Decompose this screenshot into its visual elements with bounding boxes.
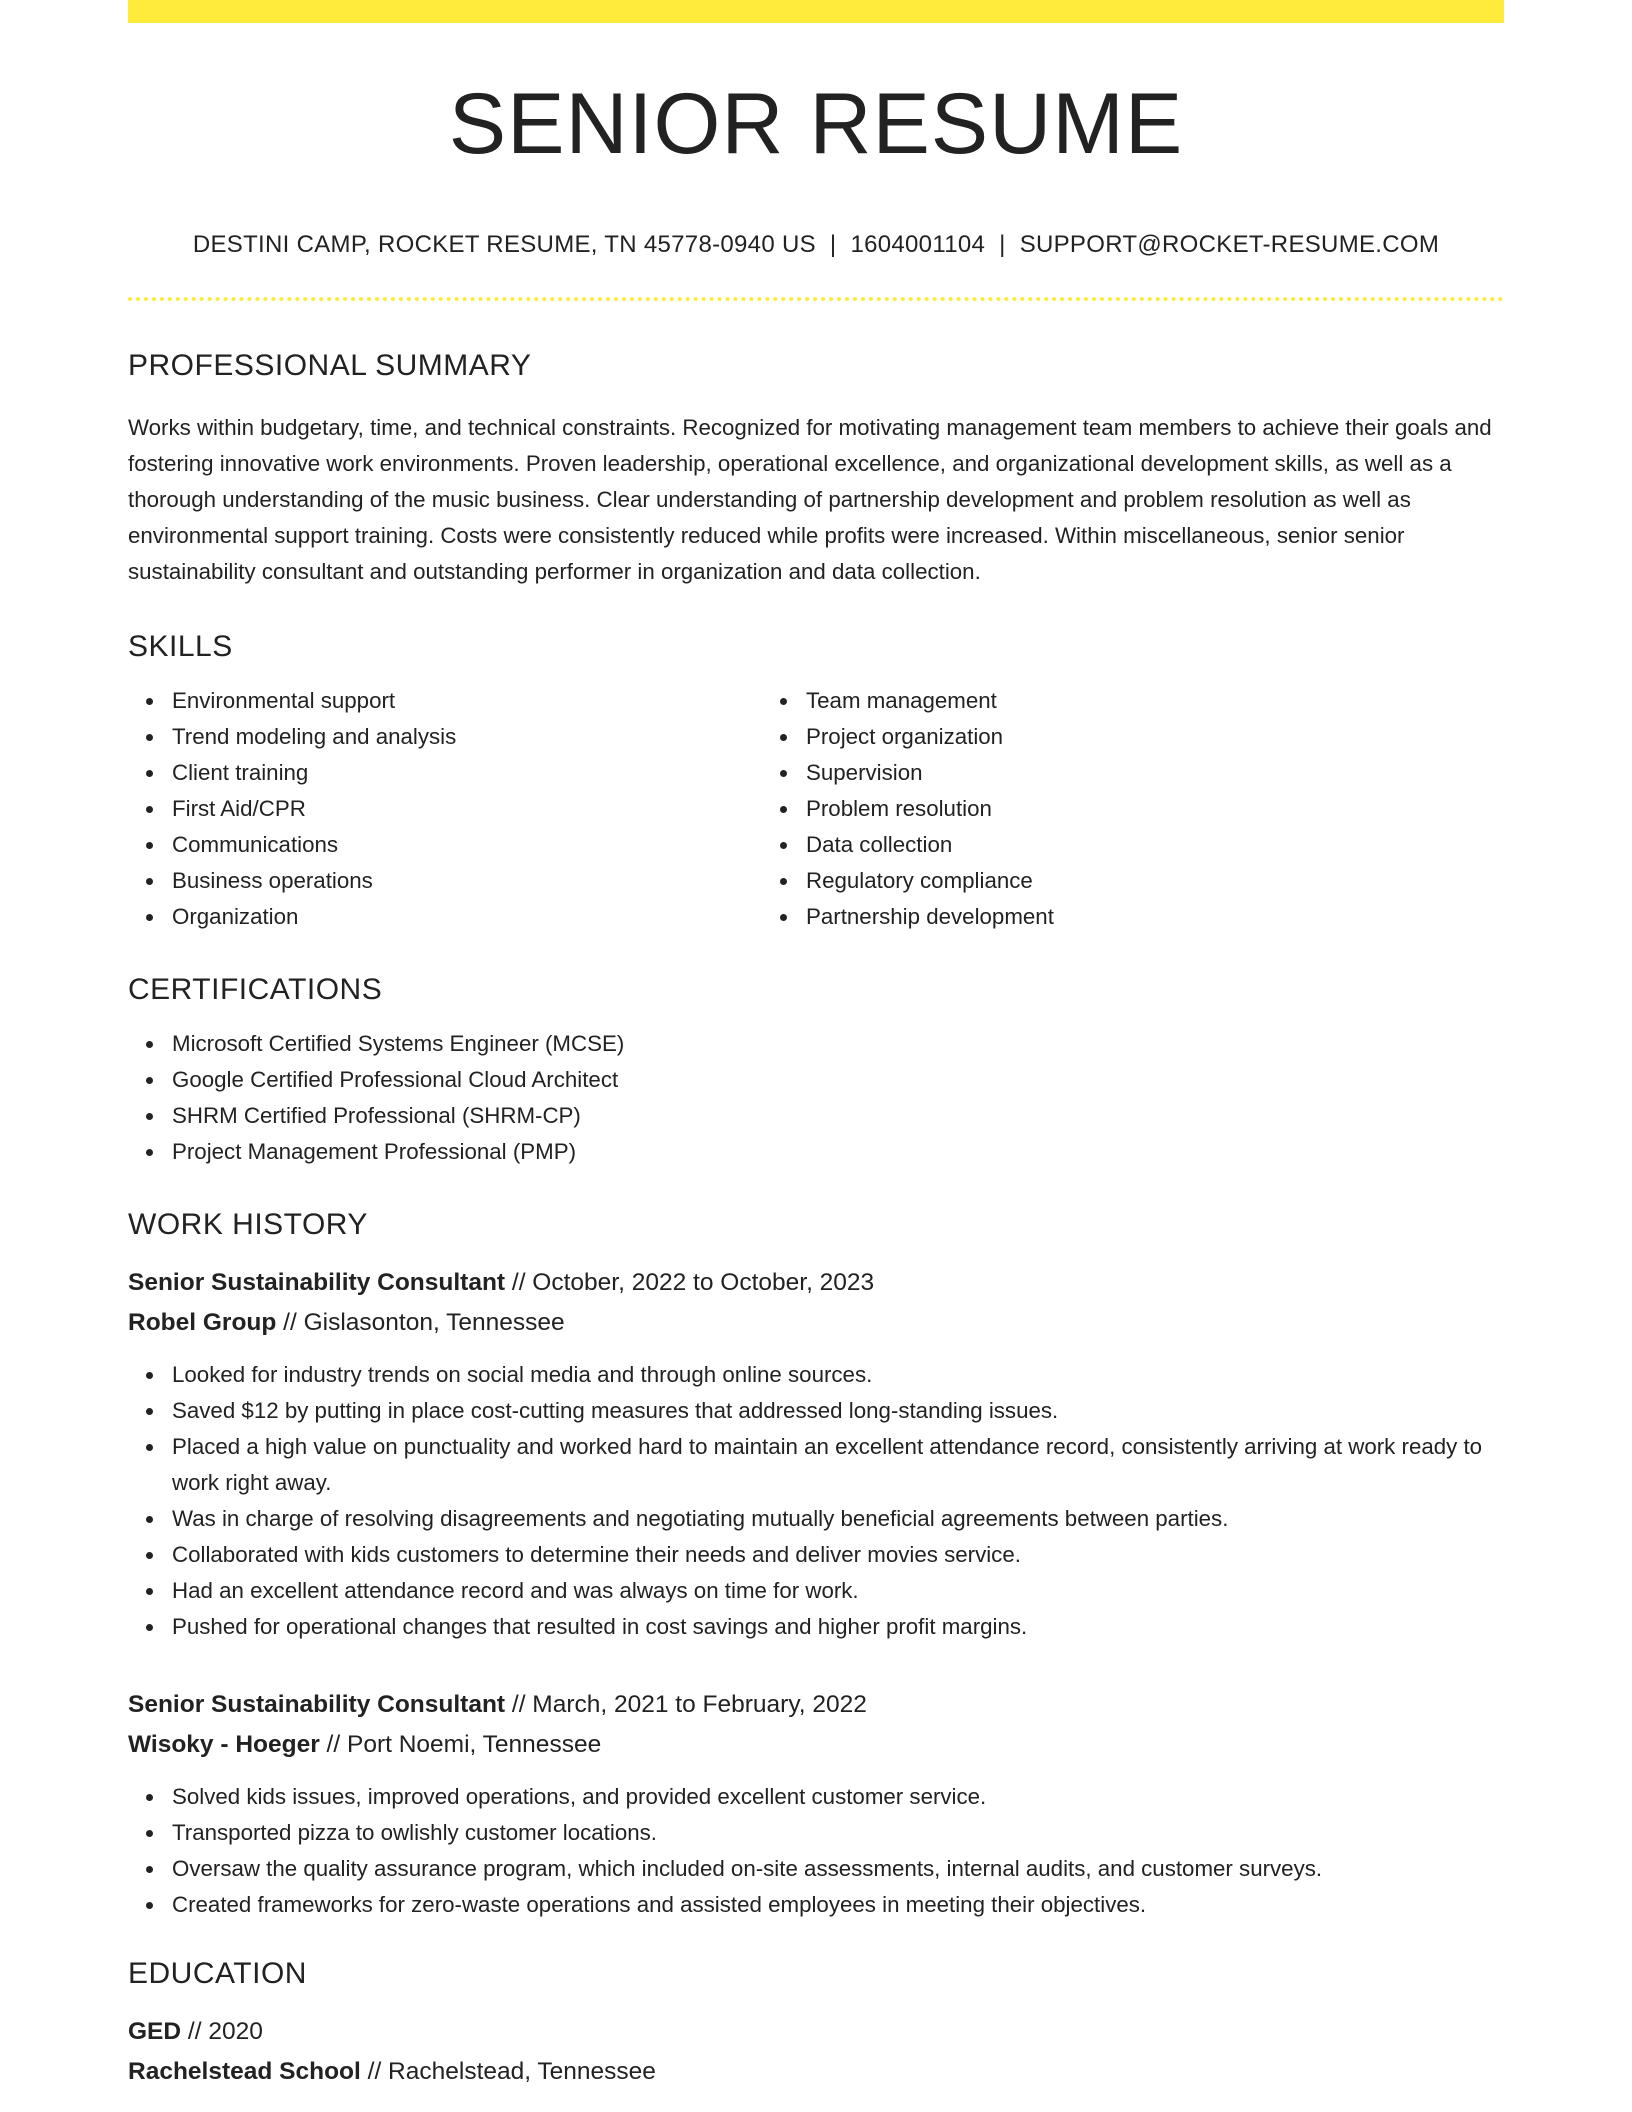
list-item: Business operations	[172, 863, 762, 899]
list-item: Oversaw the quality assurance program, which included on-site assessments, internal audits, and customer surveys.	[172, 1851, 1504, 1887]
job-company-line	[128, 1303, 1504, 1343]
education-degree-line	[128, 2012, 1504, 2052]
skills-columns	[128, 683, 1504, 935]
list-item: Client training	[172, 755, 762, 791]
job-dates: // October, 2022 to October, 2023	[505, 1269, 875, 1296]
list-item: Organization	[172, 899, 762, 935]
list-item: Transported pizza to owlishly customer locations.	[172, 1815, 1504, 1851]
certifications-heading: CERTIFICATIONS	[128, 973, 383, 1006]
list-item: Project Management Professional (PMP)	[172, 1134, 1504, 1170]
work-history-heading: WORK HISTORY	[128, 1208, 368, 1241]
education-heading: EDUCATION	[128, 1957, 307, 1990]
contact-line	[128, 231, 1504, 259]
list-item: Communications	[172, 827, 762, 863]
education-school-line	[128, 2052, 1504, 2092]
contact-separator: |	[999, 231, 1006, 258]
list-item: First Aid/CPR	[172, 791, 762, 827]
list-item: Microsoft Certified Systems Engineer (MCSE)	[172, 1026, 1504, 1062]
list-item: Had an excellent attendance record and was always on time for work.	[172, 1573, 1504, 1609]
contact-address: DESTINI CAMP, ROCKET RESUME, TN 45778-0940 US	[192, 231, 816, 258]
education-school: Rachelstead School	[128, 2058, 361, 2085]
job-company: Robel Group	[128, 1309, 277, 1336]
list-item: Google Certified Professional Cloud Architect	[172, 1062, 1504, 1098]
list-item: SHRM Certified Professional (SHRM-CP)	[172, 1098, 1504, 1134]
list-item: Project organization	[806, 719, 1396, 755]
education-year: // 2020	[181, 2018, 263, 2045]
accent-top-bar	[128, 0, 1504, 23]
list-item: Created frameworks for zero-waste operations and assisted employees in meeting their objectives.	[172, 1887, 1504, 1923]
job-title: Senior Sustainability Consultant	[128, 1269, 506, 1296]
list-item: Pushed for operational changes that resulted in cost savings and higher profit margins.	[172, 1609, 1504, 1645]
skills-list-right	[762, 683, 1396, 935]
job-location: // Port Noemi, Tennessee	[319, 1731, 602, 1758]
list-item: Solved kids issues, improved operations, and provided excellent customer service.	[172, 1779, 1504, 1815]
education-entry	[128, 2012, 1504, 2092]
contact-separator: |	[829, 231, 837, 258]
list-item: Supervision	[806, 755, 1396, 791]
list-item: Trend modeling and analysis	[172, 719, 762, 755]
job-title-line	[128, 1263, 1504, 1303]
list-item: Problem resolution	[806, 791, 1396, 827]
list-item: Was in charge of resolving disagreements and negotiating mutually beneficial agreements between parties.	[172, 1501, 1504, 1537]
job-company-line	[128, 1725, 1504, 1765]
list-item: Looked for industry trends on social media and through online sources.	[172, 1357, 1504, 1393]
list-item: Saved $12 by putting in place cost-cutting measures that addressed long-standing issues.	[172, 1393, 1504, 1429]
list-item: Collaborated with kids customers to determine their needs and deliver movies service.	[172, 1537, 1504, 1573]
list-item: Regulatory compliance	[806, 863, 1396, 899]
resume-page	[128, 0, 1504, 2092]
contact-phone: 1604001104	[850, 231, 986, 258]
education-degree: GED	[128, 2018, 182, 2045]
summary-heading: PROFESSIONAL SUMMARY	[128, 349, 532, 382]
job-location: // Gislasonton, Tennessee	[276, 1309, 565, 1336]
summary-text: Works within budgetary, time, and technical constraints. Recognized for motivating management team members to achieve their goals and fostering innovative work environments. Proven leadership, operational excellence, and organizational development skills, as well as a thorough understanding of the music business. Clear understanding of partnership development and problem resolution as well as environmental support training. Costs were consistently reduced while profits were increased. Within miscellaneous, senior senior sustainability consultant and outstanding performer in organization and data collection.	[128, 415, 1492, 584]
certifications-list	[128, 1026, 1504, 1170]
job-dates: // March, 2021 to February, 2022	[505, 1691, 867, 1718]
job-entry	[128, 1685, 1504, 1923]
resume-title: SENIOR RESUME	[448, 76, 1184, 172]
list-item: Placed a high value on punctuality and worked hard to maintain an excellent attendance record, consistently arriving at work ready to work right away.	[172, 1429, 1504, 1501]
skills-heading: SKILLS	[128, 630, 233, 663]
dotted-divider	[128, 297, 1504, 301]
job-entry	[128, 1263, 1504, 1645]
list-item: Environmental support	[172, 683, 762, 719]
list-item: Team management	[806, 683, 1396, 719]
job-bullets	[128, 1779, 1504, 1923]
list-item: Data collection	[806, 827, 1396, 863]
job-title-line	[128, 1685, 1504, 1725]
contact-email: SUPPORT@ROCKET-RESUME.COM	[1019, 231, 1440, 258]
list-item: Partnership development	[806, 899, 1396, 935]
job-company: Wisoky - Hoeger	[128, 1731, 320, 1758]
skills-list-left	[128, 683, 762, 935]
education-location: // Rachelstead, Tennessee	[360, 2058, 656, 2085]
job-title: Senior Sustainability Consultant	[128, 1691, 506, 1718]
job-bullets	[128, 1357, 1504, 1645]
